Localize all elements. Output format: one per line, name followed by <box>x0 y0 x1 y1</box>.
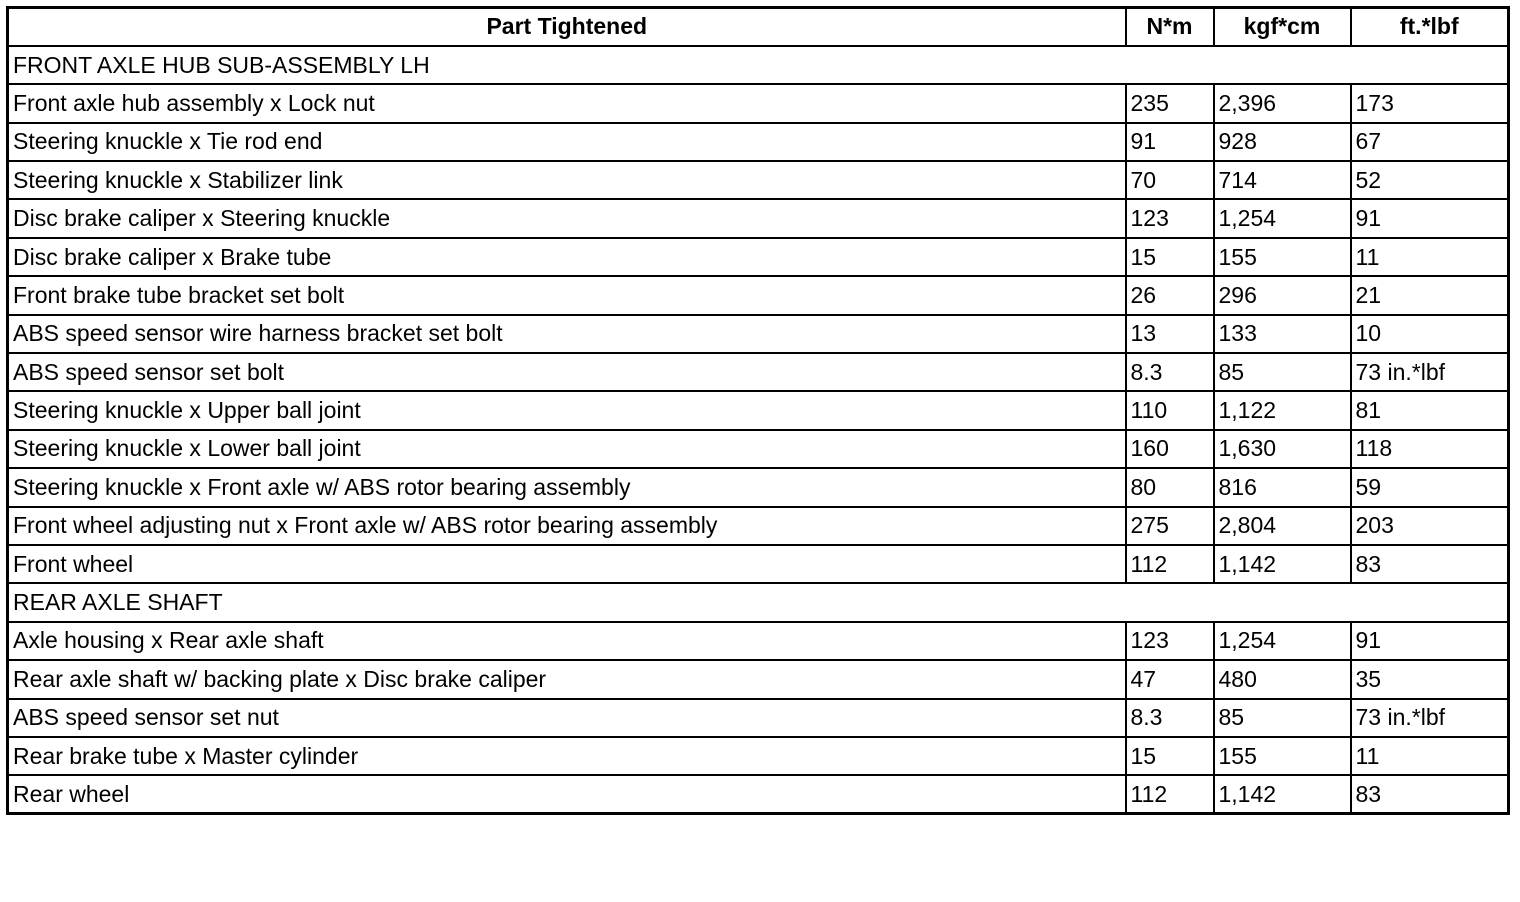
table-row <box>8 699 1509 737</box>
table-row <box>8 84 1509 122</box>
table-row <box>8 353 1509 391</box>
part-tightened-cell: ABS speed sensor wire harness bracket set bolt <box>8 315 1126 353</box>
torque-ft-lbf-cell: 67 <box>1351 123 1509 161</box>
section-header-row <box>8 583 1509 621</box>
part-tightened-cell: Steering knuckle x Lower ball joint <box>8 430 1126 468</box>
torque-nm-cell: 13 <box>1126 315 1214 353</box>
torque-ft-lbf-cell: 73 in.*lbf <box>1351 353 1509 391</box>
torque-nm-cell: 112 <box>1126 775 1214 813</box>
torque-kgf-cm-cell: 85 <box>1214 353 1351 391</box>
torque-kgf-cm-cell: 155 <box>1214 238 1351 276</box>
part-tightened-cell: Steering knuckle x Stabilizer link <box>8 161 1126 199</box>
torque-nm-cell: 15 <box>1126 737 1214 775</box>
table-header-row <box>8 8 1509 46</box>
torque-kgf-cm-cell: 1,142 <box>1214 545 1351 583</box>
table-row <box>8 545 1509 583</box>
torque-nm-cell: 110 <box>1126 391 1214 429</box>
torque-nm-cell: 160 <box>1126 430 1214 468</box>
table-row <box>8 468 1509 506</box>
torque-kgf-cm-cell: 155 <box>1214 737 1351 775</box>
torque-nm-cell: 15 <box>1126 238 1214 276</box>
part-tightened-cell: Steering knuckle x Upper ball joint <box>8 391 1126 429</box>
part-tightened-cell: Axle housing x Rear axle shaft <box>8 622 1126 660</box>
torque-kgf-cm-cell: 85 <box>1214 699 1351 737</box>
part-tightened-cell: Disc brake caliper x Brake tube <box>8 238 1126 276</box>
torque-ft-lbf-cell: 173 <box>1351 84 1509 122</box>
torque-nm-cell: 47 <box>1126 660 1214 698</box>
torque-kgf-cm-cell: 816 <box>1214 468 1351 506</box>
table-row <box>8 199 1509 237</box>
torque-nm-cell: 91 <box>1126 123 1214 161</box>
torque-ft-lbf-cell: 35 <box>1351 660 1509 698</box>
torque-ft-lbf-cell: 52 <box>1351 161 1509 199</box>
torque-ft-lbf-cell: 118 <box>1351 430 1509 468</box>
part-tightened-cell: Rear axle shaft w/ backing plate x Disc brake caliper <box>8 660 1126 698</box>
table-row <box>8 238 1509 276</box>
header-nm: N*m <box>1126 8 1214 46</box>
header-ft-lbf: ft.*lbf <box>1351 8 1509 46</box>
torque-kgf-cm-cell: 1,630 <box>1214 430 1351 468</box>
torque-kgf-cm-cell: 1,254 <box>1214 199 1351 237</box>
table-row <box>8 775 1509 813</box>
torque-ft-lbf-cell: 81 <box>1351 391 1509 429</box>
torque-ft-lbf-cell: 83 <box>1351 545 1509 583</box>
torque-kgf-cm-cell: 1,122 <box>1214 391 1351 429</box>
torque-ft-lbf-cell: 203 <box>1351 507 1509 545</box>
section-title: REAR AXLE SHAFT <box>8 583 1509 621</box>
torque-ft-lbf-cell: 21 <box>1351 276 1509 314</box>
torque-ft-lbf-cell: 59 <box>1351 468 1509 506</box>
table-row <box>8 507 1509 545</box>
part-tightened-cell: Rear brake tube x Master cylinder <box>8 737 1126 775</box>
torque-nm-cell: 80 <box>1126 468 1214 506</box>
torque-specification-table <box>6 6 1510 815</box>
torque-nm-cell: 26 <box>1126 276 1214 314</box>
torque-kgf-cm-cell: 1,254 <box>1214 622 1351 660</box>
torque-nm-cell: 70 <box>1126 161 1214 199</box>
torque-ft-lbf-cell: 10 <box>1351 315 1509 353</box>
torque-kgf-cm-cell: 928 <box>1214 123 1351 161</box>
torque-nm-cell: 235 <box>1126 84 1214 122</box>
part-tightened-cell: Front brake tube bracket set bolt <box>8 276 1126 314</box>
torque-ft-lbf-cell: 11 <box>1351 737 1509 775</box>
table-row <box>8 430 1509 468</box>
table-row <box>8 276 1509 314</box>
torque-kgf-cm-cell: 480 <box>1214 660 1351 698</box>
torque-kgf-cm-cell: 133 <box>1214 315 1351 353</box>
table-row <box>8 123 1509 161</box>
torque-ft-lbf-cell: 91 <box>1351 199 1509 237</box>
part-tightened-cell: Front axle hub assembly x Lock nut <box>8 84 1126 122</box>
part-tightened-cell: Disc brake caliper x Steering knuckle <box>8 199 1126 237</box>
section-title: FRONT AXLE HUB SUB-ASSEMBLY LH <box>8 46 1509 84</box>
torque-kgf-cm-cell: 2,396 <box>1214 84 1351 122</box>
table-row <box>8 737 1509 775</box>
part-tightened-cell: Steering knuckle x Tie rod end <box>8 123 1126 161</box>
part-tightened-cell: Front wheel adjusting nut x Front axle w/ ABS rotor bearing assembly <box>8 507 1126 545</box>
torque-nm-cell: 123 <box>1126 622 1214 660</box>
table-body <box>8 46 1509 814</box>
torque-nm-cell: 275 <box>1126 507 1214 545</box>
torque-nm-cell: 8.3 <box>1126 353 1214 391</box>
torque-ft-lbf-cell: 11 <box>1351 238 1509 276</box>
torque-ft-lbf-cell: 91 <box>1351 622 1509 660</box>
torque-kgf-cm-cell: 2,804 <box>1214 507 1351 545</box>
torque-kgf-cm-cell: 296 <box>1214 276 1351 314</box>
header-part-tightened: Part Tightened <box>8 8 1126 46</box>
torque-kgf-cm-cell: 714 <box>1214 161 1351 199</box>
torque-ft-lbf-cell: 73 in.*lbf <box>1351 699 1509 737</box>
torque-nm-cell: 112 <box>1126 545 1214 583</box>
table-row <box>8 315 1509 353</box>
table-row <box>8 161 1509 199</box>
torque-nm-cell: 123 <box>1126 199 1214 237</box>
part-tightened-cell: Front wheel <box>8 545 1126 583</box>
section-header-row <box>8 46 1509 84</box>
part-tightened-cell: Steering knuckle x Front axle w/ ABS rotor bearing assembly <box>8 468 1126 506</box>
part-tightened-cell: ABS speed sensor set bolt <box>8 353 1126 391</box>
table-row <box>8 622 1509 660</box>
part-tightened-cell: Rear wheel <box>8 775 1126 813</box>
table-row <box>8 391 1509 429</box>
header-kgf-cm: kgf*cm <box>1214 8 1351 46</box>
table-row <box>8 660 1509 698</box>
torque-ft-lbf-cell: 83 <box>1351 775 1509 813</box>
part-tightened-cell: ABS speed sensor set nut <box>8 699 1126 737</box>
torque-nm-cell: 8.3 <box>1126 699 1214 737</box>
torque-kgf-cm-cell: 1,142 <box>1214 775 1351 813</box>
